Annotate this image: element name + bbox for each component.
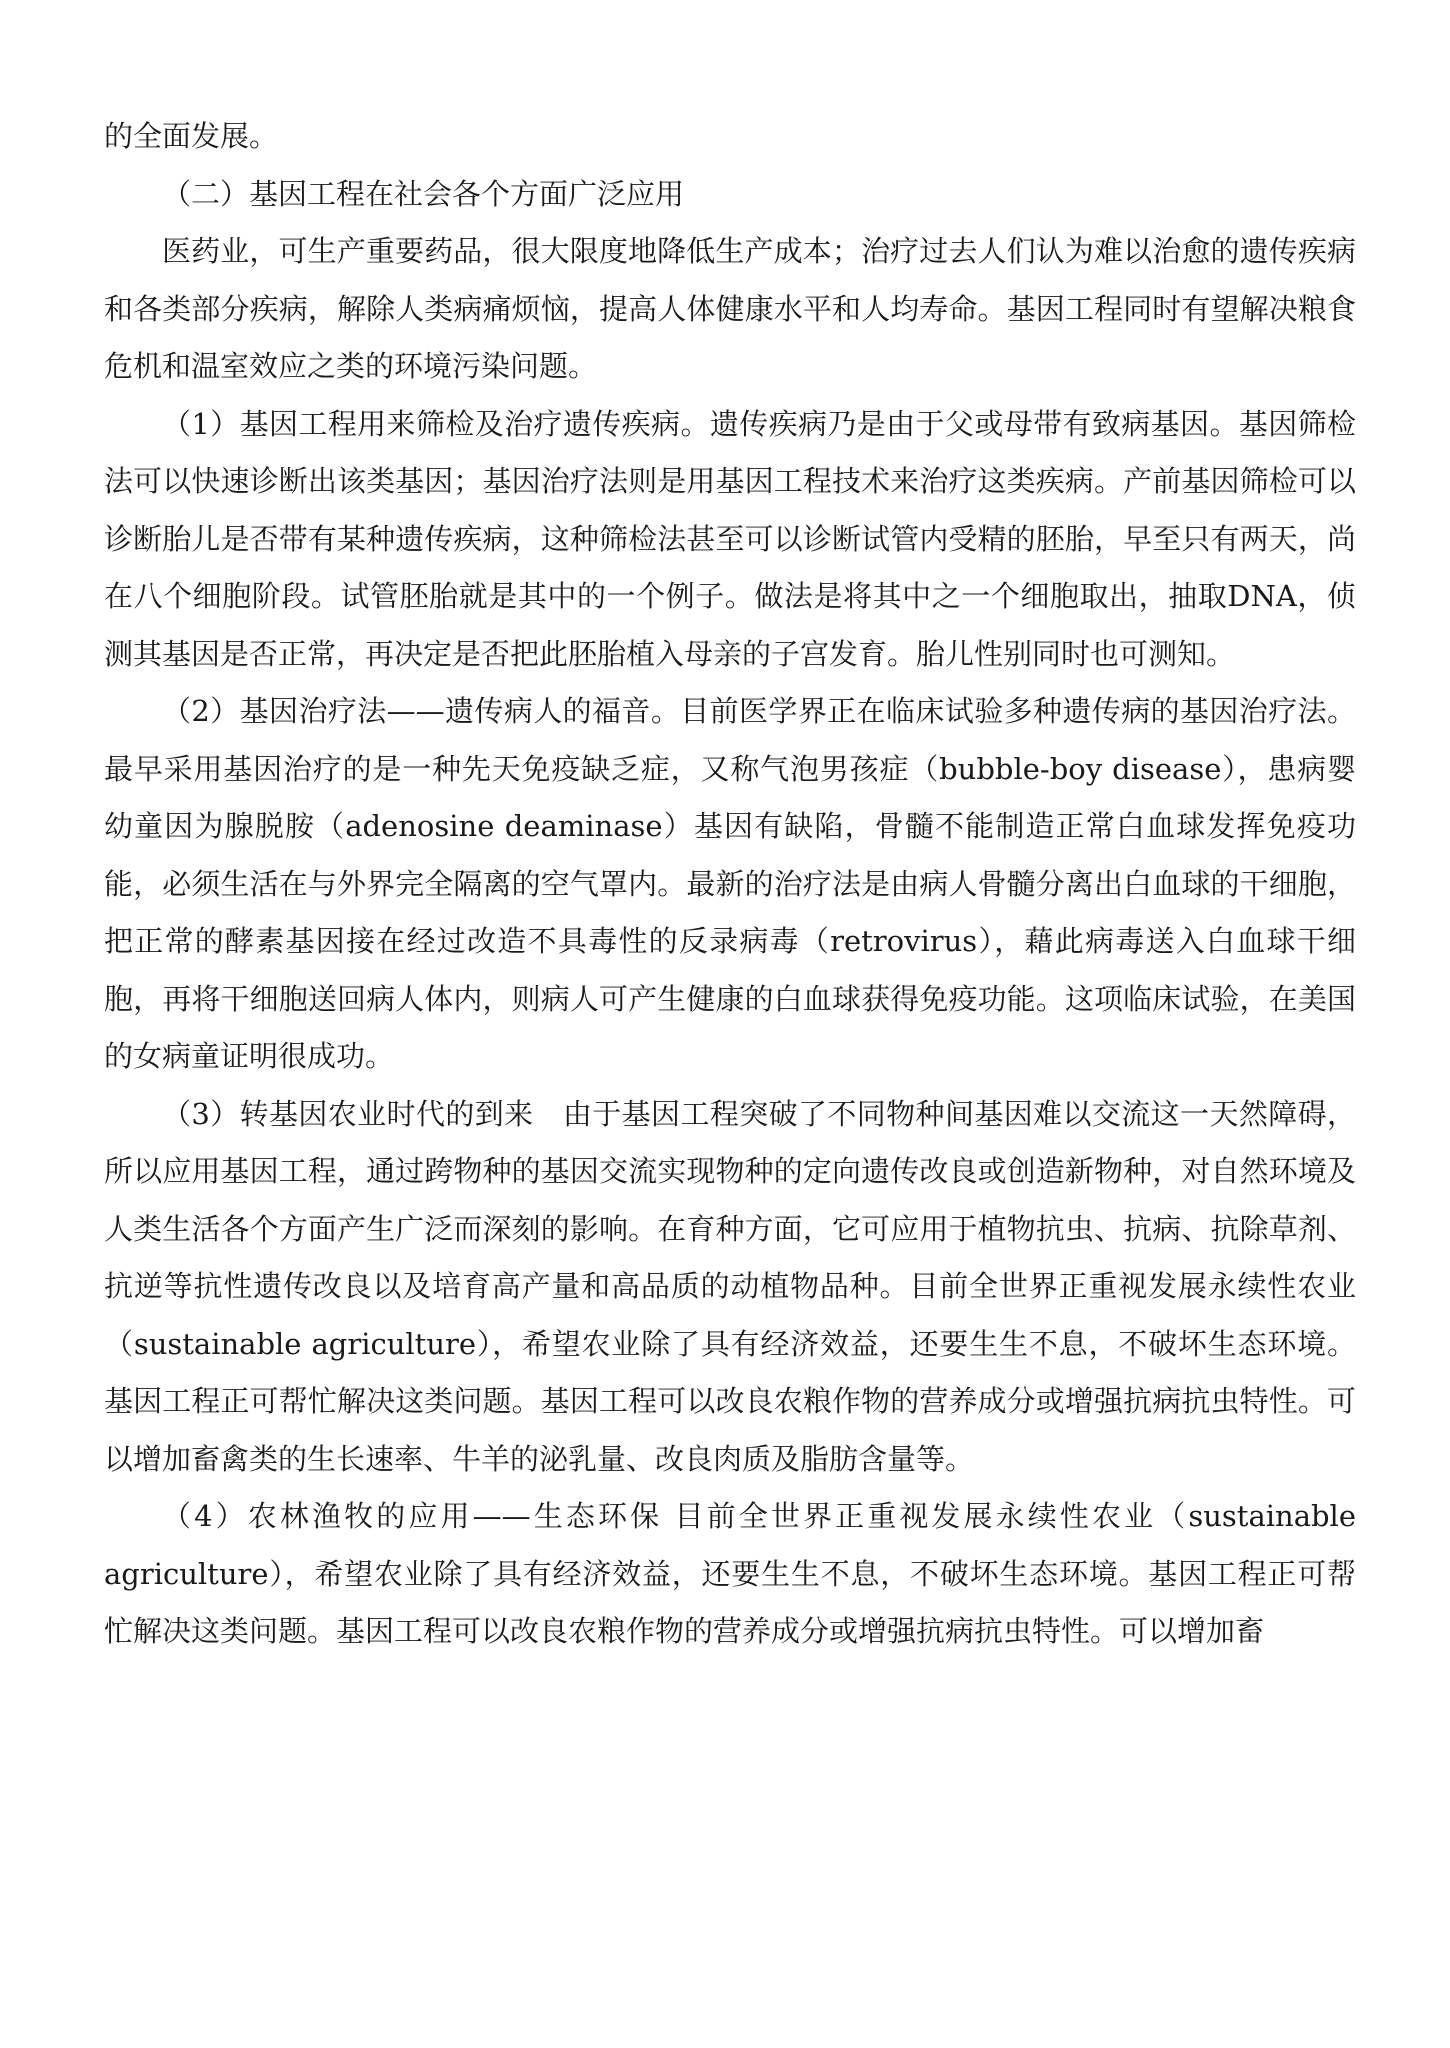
document-page <box>104 108 1356 1661</box>
paragraph-item-1: （1）基因工程用来筛检及治疗遗传疾病。遗传疾病乃是由于父或母带有致病基因。基因筛检法可以快速诊断出该类基因；基因治疗法则是用基因工程技术来治疗这类疾病。产前基因筛检可以诊断胎儿是否带有某种遗传疾病，这种筛检法甚至可以诊断试管内受精的胚胎，早至只有两天，尚在八个细胞阶段。试管胚胎就是其中的一个例子。做法是将其中之一个细胞取出，抽取DNA，侦测其基因是否正常，再决定是否把此胚胎植入母亲的子宫发育。胎儿性别同时也可测知。 <box>104 406 1356 671</box>
paragraph-continuation: 的全面发展。 <box>104 119 279 153</box>
paragraph-item-2: （2）基因治疗法——遗传病人的福音。目前医学界正在临床试验多种遗传病的基因治疗法。最早采用基因治疗的是一种先天免疫缺乏症，又称气泡男孩症（bubble-boy disease），患病婴幼童因为腺脱胺（adenosine deaminase）基因有缺陷，骨髓不能制造正常白血球发挥免疫功能，必须生活在与外界完全隔离的空气罩内。最新的治疗法是由病人骨髓分离出白血球的干细胞，把正常的酵素基因接在经过改造不具毒性的反录病毒（retrovirus），藉此病毒送入白血球干细胞，再将干细胞送回病人体内，则病人可产生健康的白血球获得免疫功能。这项临床试验，在美国的女病童证明很成功。 <box>104 694 1356 1073</box>
section-heading: （二）基因工程在社会各个方面广泛应用 <box>162 176 685 211</box>
paragraph-item-4: （4）农林渔牧的应用——生态环保 目前全世界正重视发展永续性农业（sustainable agriculture），希望农业除了具有经济效益，还要生生不息，不破坏生态环境。基因工程正可帮忙解决这类问题。基因工程可以改良农粮作物的营养成分或增强抗病抗虫特性。可以增加畜 <box>104 1499 1356 1648</box>
paragraph-item-3: （3）转基因农业时代的到来 由于基因工程突破了不同物种间基因难以交流这一天然障碍，所以应用基因工程，通过跨物种的基因交流实现物种的定向遗传改良或创造新物种，对自然环境及人类生活各个方面产生广泛而深刻的影响。在育种方面，它可应用于植物抗虫、抗病、抗除草剂、抗逆等抗性遗传改良以及培育高产量和高品质的动植物品种。目前全世界正重视发展永续性农业（sustainable agriculture），希望农业除了具有经济效益，还要生生不息，不破坏生态环境。基因工程正可帮忙解决这类问题。基因工程可以改良农粮作物的营养成分或增强抗病抗虫特性。可以增加畜禽类的生长速率、牛羊的泌乳量、改良肉质及脂肪含量等。 <box>104 1096 1356 1476</box>
paragraph-medicine: 医药业，可生产重要药品，很大限度地降低生产成本；治疗过去人们认为难以治愈的遗传疾病和各类部分疾病，解除人类病痛烦恼，提高人体健康水平和人均寿命。基因工程同时有望解决粮食危机和温室效应之类的环境污染问题。 <box>104 234 1356 383</box>
